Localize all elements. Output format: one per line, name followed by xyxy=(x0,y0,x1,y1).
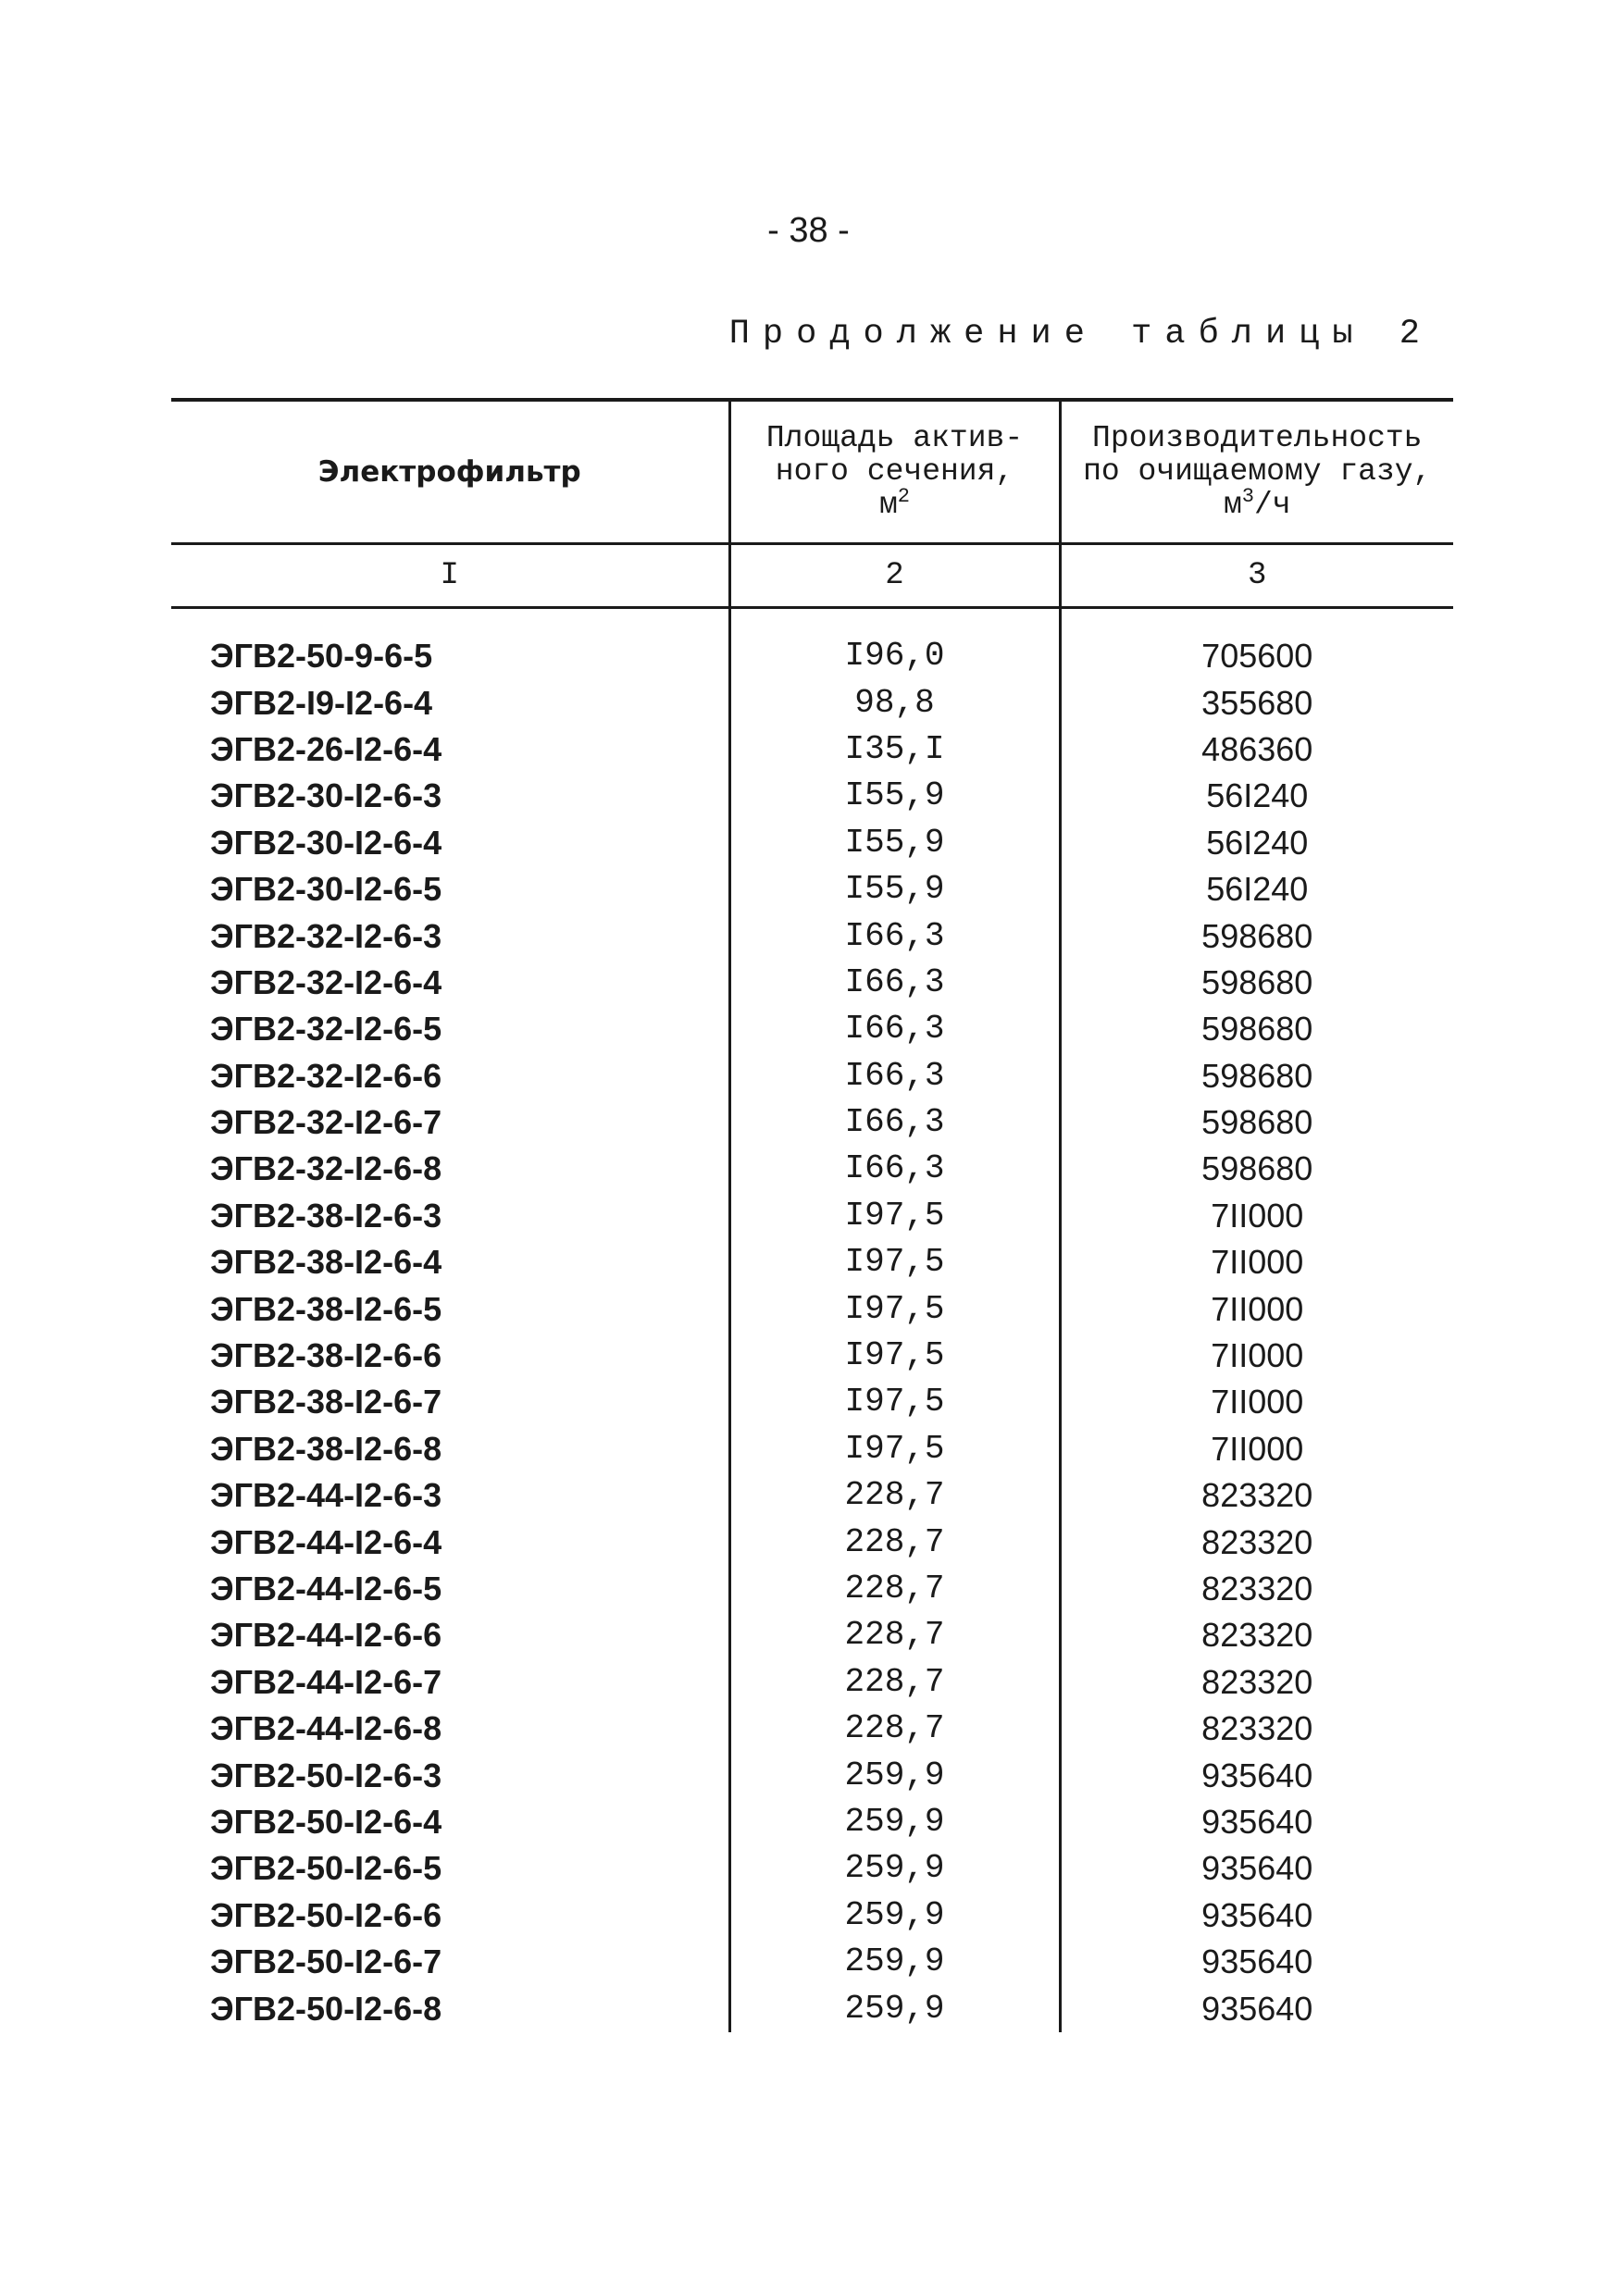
electrofilter-name: ЭГВ2-50-I2-6-3 xyxy=(210,1756,442,1794)
active-area-value: 259,9 xyxy=(729,1985,1060,2031)
active-area-value: I55,9 xyxy=(729,773,1060,819)
table-row xyxy=(171,1893,1453,1939)
electrofilter-name: ЭГВ2-50-I2-6-8 xyxy=(210,1989,442,2028)
table-row xyxy=(171,1146,1453,1192)
column-number-row xyxy=(171,544,1453,608)
electrofilter-name: ЭГВ2-32-I2-6-6 xyxy=(210,1056,442,1095)
active-area-value: 259,9 xyxy=(729,1845,1060,1892)
table-row xyxy=(171,1752,1453,1798)
table-row xyxy=(171,1006,1453,1052)
capacity-value: 823320 xyxy=(1060,1706,1453,1752)
capacity-value: 823320 xyxy=(1060,1566,1453,1612)
capacity-value: 7II000 xyxy=(1060,1333,1453,1379)
electrofilter-name: ЭГВ2-50-I2-6-5 xyxy=(210,1849,442,1888)
active-area-value: I55,9 xyxy=(729,866,1060,912)
table-row xyxy=(171,1659,1453,1706)
table-row xyxy=(171,1239,1453,1285)
header-capacity-unit-exp: 3 xyxy=(1241,485,1254,508)
capacity-value: 355680 xyxy=(1060,679,1453,726)
capacity-value: 598680 xyxy=(1060,1006,1453,1052)
capacity-value: 935640 xyxy=(1060,1939,1453,1985)
active-area-value: I66,3 xyxy=(729,1146,1060,1192)
active-area-value: I97,5 xyxy=(729,1426,1060,1472)
electrofilter-name: ЭГВ2-50-I2-6-7 xyxy=(210,1942,442,1981)
active-area-value: 98,8 xyxy=(729,679,1060,726)
electrofilter-name: ЭГВ2-30-I2-6-4 xyxy=(210,823,442,862)
active-area-value: 259,9 xyxy=(729,1752,1060,1798)
active-area-value: I66,3 xyxy=(729,960,1060,1006)
electrofilter-name: ЭГВ2-32-I2-6-7 xyxy=(210,1103,442,1142)
table-row xyxy=(171,1799,1453,1845)
table-row xyxy=(171,1053,1453,1099)
active-area-value: 228,7 xyxy=(729,1612,1060,1658)
header-capacity xyxy=(1060,400,1453,544)
electrofilter-name: ЭГВ2-38-I2-6-8 xyxy=(210,1429,442,1468)
active-area-value: I97,5 xyxy=(729,1193,1060,1239)
capacity-value: 56I240 xyxy=(1060,866,1453,912)
electrofilter-name: ЭГВ2-32-I2-6-4 xyxy=(210,962,442,1001)
header-capacity-line2: по очищаемому газу, xyxy=(1083,454,1432,489)
table-row xyxy=(171,1845,1453,1892)
electrofilter-name: ЭГВ2-38-I2-6-3 xyxy=(210,1196,442,1235)
active-area-value: 259,9 xyxy=(729,1893,1060,1939)
table-row xyxy=(171,912,1453,959)
electrofilter-name: ЭГВ2-30-I2-6-5 xyxy=(210,870,442,909)
table-row xyxy=(171,1985,1453,2031)
active-area-value: I97,5 xyxy=(729,1333,1060,1379)
active-area-value: 228,7 xyxy=(729,1706,1060,1752)
electrofilter-name: ЭГВ2-32-I2-6-8 xyxy=(210,1149,442,1188)
capacity-value: 823320 xyxy=(1060,1472,1453,1519)
column-number-1: I xyxy=(171,544,729,608)
header-active-area xyxy=(729,400,1060,544)
header-electrofilter: Электрофильтр xyxy=(171,400,729,544)
table-row xyxy=(171,866,1453,912)
page-number: - 38 - xyxy=(767,211,850,250)
header-capacity-unit-tail: /ч xyxy=(1253,488,1291,522)
electrofilter-name: ЭГВ2-44-I2-6-8 xyxy=(210,1709,442,1748)
active-area-value: I66,3 xyxy=(729,1053,1060,1099)
header-active-area-unit: м xyxy=(878,488,898,522)
electrofilter-name: ЭГВ2-50-I2-6-4 xyxy=(210,1802,442,1841)
active-area-value: I97,5 xyxy=(729,1285,1060,1332)
capacity-value: 7II000 xyxy=(1060,1193,1453,1239)
electrofilter-name: ЭГВ2-38-I2-6-6 xyxy=(210,1336,442,1375)
table-row xyxy=(171,820,1453,866)
active-area-value: 228,7 xyxy=(729,1472,1060,1519)
capacity-value: 598680 xyxy=(1060,1099,1453,1146)
capacity-value: 705600 xyxy=(1060,633,1453,679)
table-row xyxy=(171,960,1453,1006)
electrofilter-name: ЭГВ2-32-I2-6-5 xyxy=(210,1010,442,1049)
table-row xyxy=(171,633,1453,679)
header-active-area-line1: Площадь актив- xyxy=(765,421,1024,455)
electrofilter-name: ЭГВ2-38-I2-6-4 xyxy=(210,1243,442,1282)
capacity-value: 7II000 xyxy=(1060,1379,1453,1425)
electrofilter-table xyxy=(171,398,1453,2032)
header-active-area-line2: ного сечения, xyxy=(775,454,1014,489)
table-row xyxy=(171,1099,1453,1146)
table-row xyxy=(171,1706,1453,1752)
capacity-value: 935640 xyxy=(1060,1752,1453,1798)
table-row xyxy=(171,1285,1453,1332)
capacity-value: 823320 xyxy=(1060,1612,1453,1658)
electrofilter-name: ЭГВ2-38-I2-6-7 xyxy=(210,1383,442,1421)
column-number-3: 3 xyxy=(1060,544,1453,608)
capacity-value: 598680 xyxy=(1060,1146,1453,1192)
spacer-row xyxy=(171,608,1453,634)
table-row xyxy=(171,1939,1453,1985)
capacity-value: 486360 xyxy=(1060,726,1453,773)
header-capacity-line1: Производительность xyxy=(1092,421,1423,455)
capacity-value: 598680 xyxy=(1060,960,1453,1006)
active-area-value: I97,5 xyxy=(729,1239,1060,1285)
table-row xyxy=(171,1472,1453,1519)
active-area-value: I35,I xyxy=(729,726,1060,773)
capacity-value: 935640 xyxy=(1060,1893,1453,1939)
column-number-2: 2 xyxy=(729,544,1060,608)
header-active-area-unit-exp: 2 xyxy=(897,485,910,508)
active-area-value: 228,7 xyxy=(729,1566,1060,1612)
capacity-value: 598680 xyxy=(1060,912,1453,959)
active-area-value: 228,7 xyxy=(729,1659,1060,1706)
active-area-value: 259,9 xyxy=(729,1799,1060,1845)
table-caption: Продолжение таблицы 2 xyxy=(728,315,1433,354)
table-row xyxy=(171,1379,1453,1425)
electrofilter-name: ЭГВ2-I9-I2-6-4 xyxy=(210,683,433,722)
electrofilter-name: ЭГВ2-44-I2-6-3 xyxy=(210,1476,442,1515)
electrofilter-name: ЭГВ2-26-I2-6-4 xyxy=(210,729,442,768)
active-area-value: I66,3 xyxy=(729,1099,1060,1146)
capacity-value: 935640 xyxy=(1060,1985,1453,2031)
capacity-value: 7II000 xyxy=(1060,1426,1453,1472)
table-row xyxy=(171,773,1453,819)
active-area-value: I66,3 xyxy=(729,912,1060,959)
capacity-value: 56I240 xyxy=(1060,820,1453,866)
capacity-value: 823320 xyxy=(1060,1659,1453,1706)
capacity-value: 935640 xyxy=(1060,1845,1453,1892)
table-body xyxy=(171,633,1453,2032)
active-area-value: I55,9 xyxy=(729,820,1060,866)
capacity-value: 823320 xyxy=(1060,1519,1453,1565)
table-row xyxy=(171,1612,1453,1658)
capacity-value: 7II000 xyxy=(1060,1239,1453,1285)
active-area-value: I96,0 xyxy=(729,633,1060,679)
table-row xyxy=(171,1426,1453,1472)
electrofilter-name: ЭГВ2-44-I2-6-7 xyxy=(210,1662,442,1701)
table-row xyxy=(171,1566,1453,1612)
table-row xyxy=(171,1519,1453,1565)
electrofilter-name: ЭГВ2-50-9-6-5 xyxy=(210,637,433,676)
header-row xyxy=(171,400,1453,544)
active-area-value: 228,7 xyxy=(729,1519,1060,1565)
electrofilter-name: ЭГВ2-30-I2-6-3 xyxy=(210,776,442,815)
table-row xyxy=(171,726,1453,773)
electrofilter-name: ЭГВ2-50-I2-6-6 xyxy=(210,1895,442,1934)
table-row xyxy=(171,1333,1453,1379)
capacity-value: 56I240 xyxy=(1060,773,1453,819)
active-area-value: I97,5 xyxy=(729,1379,1060,1425)
table-row xyxy=(171,1193,1453,1239)
capacity-value: 7II000 xyxy=(1060,1285,1453,1332)
electrofilter-name: ЭГВ2-44-I2-6-6 xyxy=(210,1616,442,1655)
electrofilter-name: ЭГВ2-32-I2-6-3 xyxy=(210,916,442,955)
header-capacity-unit: м xyxy=(1223,488,1242,522)
active-area-value: I66,3 xyxy=(729,1006,1060,1052)
table-container xyxy=(171,398,1453,2032)
active-area-value: 259,9 xyxy=(729,1939,1060,1985)
capacity-value: 935640 xyxy=(1060,1799,1453,1845)
capacity-value: 598680 xyxy=(1060,1053,1453,1099)
electrofilter-name: ЭГВ2-44-I2-6-5 xyxy=(210,1570,442,1607)
electrofilter-name: ЭГВ2-38-I2-6-5 xyxy=(210,1289,442,1328)
table-row xyxy=(171,679,1453,726)
electrofilter-name: ЭГВ2-44-I2-6-4 xyxy=(210,1522,442,1561)
